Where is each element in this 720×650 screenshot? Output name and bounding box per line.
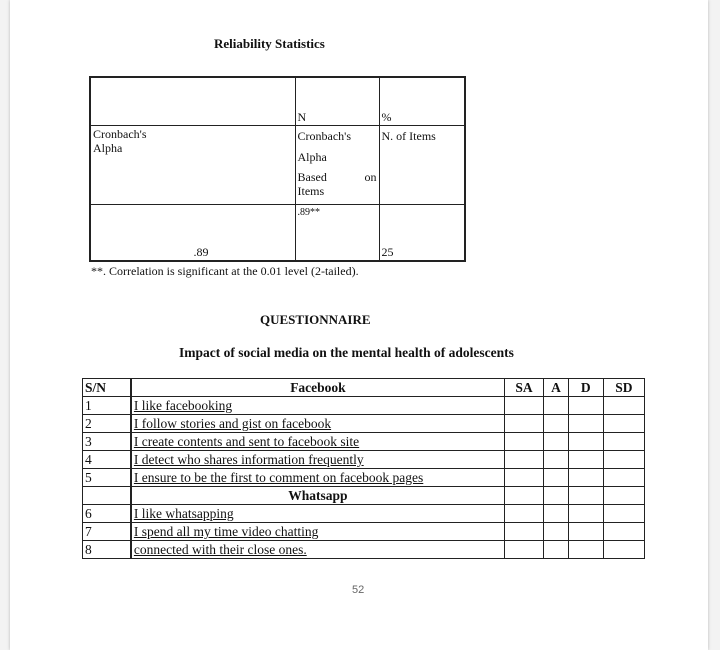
table-row	[83, 523, 645, 541]
response-cell	[568, 397, 603, 415]
value-items: 25	[381, 245, 394, 259]
table-row	[83, 469, 645, 487]
response-cell	[544, 523, 569, 541]
header-n: N	[297, 110, 307, 125]
header-whatsapp: Whatsapp	[131, 487, 505, 505]
response-cell	[505, 487, 544, 505]
response-cell	[603, 433, 644, 451]
value-alpha-based: .89**	[297, 206, 320, 218]
response-cell	[568, 469, 603, 487]
response-cell	[568, 433, 603, 451]
response-cell	[603, 469, 644, 487]
response-cell	[544, 415, 569, 433]
col-label: Items	[297, 184, 325, 199]
table-row	[83, 505, 645, 523]
table-row	[83, 451, 645, 469]
header-sd: SD	[603, 379, 644, 397]
header-d: D	[568, 379, 603, 397]
row-label-cell	[90, 126, 295, 205]
statement: I like whatsapping	[131, 505, 505, 523]
table-row	[83, 415, 645, 433]
row-number: 6	[83, 505, 131, 523]
response-cell	[603, 451, 644, 469]
col-label: Cronbach's	[297, 129, 351, 144]
header-pct: %	[381, 110, 392, 125]
questionnaire-table	[82, 378, 645, 559]
col2-label-cell	[295, 126, 379, 205]
header-sa: SA	[505, 379, 544, 397]
response-cell	[568, 541, 603, 559]
document-page	[10, 0, 708, 650]
value-alpha: .89	[193, 245, 209, 259]
response-cell	[544, 541, 569, 559]
response-cell	[544, 397, 569, 415]
table-row	[90, 77, 465, 126]
response-cell	[603, 523, 644, 541]
table-header-row	[83, 379, 645, 397]
response-cell	[544, 451, 569, 469]
header-sn: S/N	[83, 379, 131, 397]
col-label: Alpha	[297, 150, 327, 165]
row-number: 4	[83, 451, 131, 469]
col3-label-cell	[379, 126, 465, 205]
cell-n	[295, 77, 379, 126]
col-label: on	[364, 170, 377, 185]
response-cell	[568, 505, 603, 523]
response-cell	[544, 469, 569, 487]
col-label: Based	[297, 170, 327, 185]
statement: I follow stories and gist on facebook	[131, 415, 505, 433]
cell-pct	[379, 77, 465, 126]
response-cell	[505, 469, 544, 487]
response-cell	[568, 415, 603, 433]
response-cell	[568, 523, 603, 541]
response-cell	[505, 451, 544, 469]
value-cell	[379, 204, 465, 261]
response-cell	[505, 433, 544, 451]
response-cell	[544, 433, 569, 451]
response-cell	[505, 523, 544, 541]
col-label: N. of Items	[381, 129, 436, 144]
row-number: 3	[83, 433, 131, 451]
questionnaire-subtitle: Impact of social media on the mental health of adolescents	[179, 345, 514, 360]
response-cell	[544, 487, 569, 505]
statement: I spend all my time video chatting	[131, 523, 505, 541]
row-number: 1	[83, 397, 131, 415]
response-cell	[505, 505, 544, 523]
response-cell	[603, 415, 644, 433]
response-cell	[603, 487, 644, 505]
response-cell	[544, 505, 569, 523]
response-cell	[603, 397, 644, 415]
response-cell	[603, 541, 644, 559]
response-cell	[568, 487, 603, 505]
footnote: **. Correlation is significant at the 0.01 level (2-tailed).	[91, 264, 359, 278]
table-row	[83, 397, 645, 415]
page-number: 52	[352, 584, 365, 596]
statement: I ensure to be the first to comment on facebook pages	[131, 469, 505, 487]
statement: connected with their close ones.	[131, 541, 505, 559]
questionnaire-title: QUESTIONNAIRE	[260, 312, 371, 327]
row-label: Cronbach's	[93, 127, 147, 142]
reliability-title: Reliability Statistics	[214, 36, 325, 51]
table-row	[90, 126, 465, 205]
empty-cell	[90, 77, 295, 126]
empty-cell	[83, 487, 131, 505]
response-cell	[603, 505, 644, 523]
response-cell	[505, 397, 544, 415]
response-cell	[505, 541, 544, 559]
response-cell	[505, 415, 544, 433]
section-header-row	[83, 487, 645, 505]
row-number: 2	[83, 415, 131, 433]
statement: I create contents and sent to facebook site	[131, 433, 505, 451]
row-number: 5	[83, 469, 131, 487]
row-label: Alpha	[93, 141, 123, 156]
table-row	[83, 433, 645, 451]
response-cell	[568, 451, 603, 469]
table-row	[90, 204, 465, 261]
statement: I detect who shares information frequently	[131, 451, 505, 469]
header-a: A	[544, 379, 569, 397]
value-cell	[90, 204, 295, 261]
value-cell	[295, 204, 379, 261]
statement: I like facebooking	[131, 397, 505, 415]
header-facebook: Facebook	[131, 379, 505, 397]
table-row	[83, 541, 645, 559]
row-number: 7	[83, 523, 131, 541]
reliability-table	[89, 76, 466, 262]
row-number: 8	[83, 541, 131, 559]
